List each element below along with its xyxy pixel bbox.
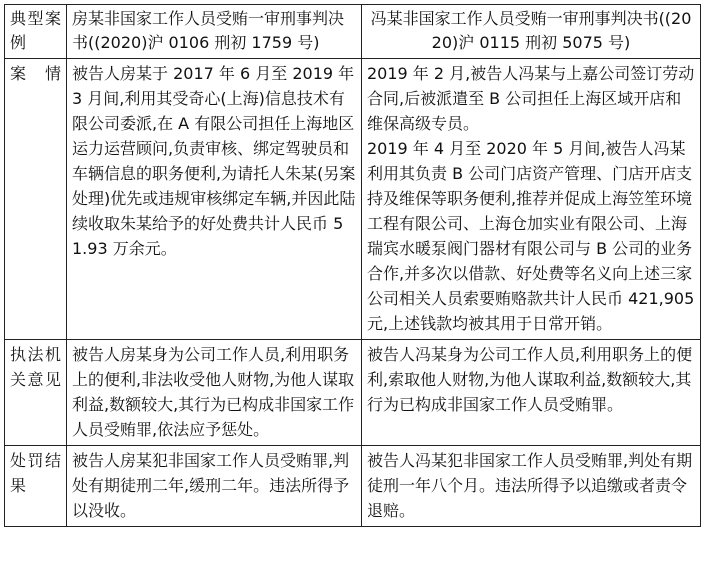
case-comparison-table <box>4 4 701 527</box>
row-facts-case-b-paragraph-2: 2019 年 4 月至 2020 年 5 月间,被告人冯某利用其负责 B 公司门店资产管理、门店开店支持及维保等职务便利,推荐并促成上海笠笙环境工程有限公司、上海仓加实业有限公司、上海瑞宾水暖泵阀门器材有限公司与 B 公司的业务合作,并多次以借款、好处费等名义向上述三家公司相关人员索要贿赂款共计人民币 421,905 元,上述钱款均被其用于日常开销。 <box>367 139 695 333</box>
row-facts-case-b <box>362 59 701 340</box>
row-facts-case-a: 被告人房某于 2017 年 6 月至 2019 年 3 月间,利用其受奇心(上海)信息技术有限公司委派,在 A 有限公司担任上海地区运力运营顾问,负责审核、绑定驾驶员和车辆信息的职务便利,为请托人朱某(另案处理)优先或违规审核绑定车辆,并因此陆续收取朱某给予的好处费共计人民币 51.93 万余元。 <box>67 59 362 340</box>
row-penalty-case-a: 被告人房某犯非国家工作人员受贿罪,判处有期徒刑二年,缓刑二年。违法所得予以没收。 <box>67 446 362 527</box>
row-opinion-label: 执法机关意见 <box>5 340 67 446</box>
row-facts <box>5 59 701 340</box>
header-case-a-cell: 房某非国家工作人员受贿一审刑事判决书((2020)沪 0106 刑初 1759 号) <box>67 5 362 59</box>
header-case-b-cell: 冯某非国家工作人员受贿一审刑事判决书((2020)沪 0115 刑初 5075 号) <box>362 5 701 59</box>
row-penalty-case-b: 被告人冯某犯非国家工作人员受贿罪,判处有期徒刑一年八个月。违法所得予以追缴或者责令退赔。 <box>362 446 701 527</box>
header-label-cell: 典型案例 <box>5 5 67 59</box>
row-penalty <box>5 446 701 527</box>
row-penalty-label: 处罚结果 <box>5 446 67 527</box>
row-facts-case-b-paragraph-1: 2019 年 2 月,被告人冯某与上嘉公司签订劳动合同,后被派遣至 B 公司担任上海区域开店和维保高级专员。 <box>367 64 695 133</box>
row-opinion-case-a: 被告人房某身为公司工作人员,利用职务上的便利,非法收受他人财物,为他人谋取利益,数额较大,其行为已构成非国家工作人员受贿罪,依法应予惩处。 <box>67 340 362 446</box>
row-facts-label: 案情 <box>5 59 67 340</box>
header-row <box>5 5 701 59</box>
row-opinion-case-b: 被告人冯某身为公司工作人员,利用职务上的便利,索取他人财物,为他人谋取利益,数额较大,其行为已构成非国家工作人员受贿罪。 <box>362 340 701 446</box>
row-authority-opinion <box>5 340 701 446</box>
